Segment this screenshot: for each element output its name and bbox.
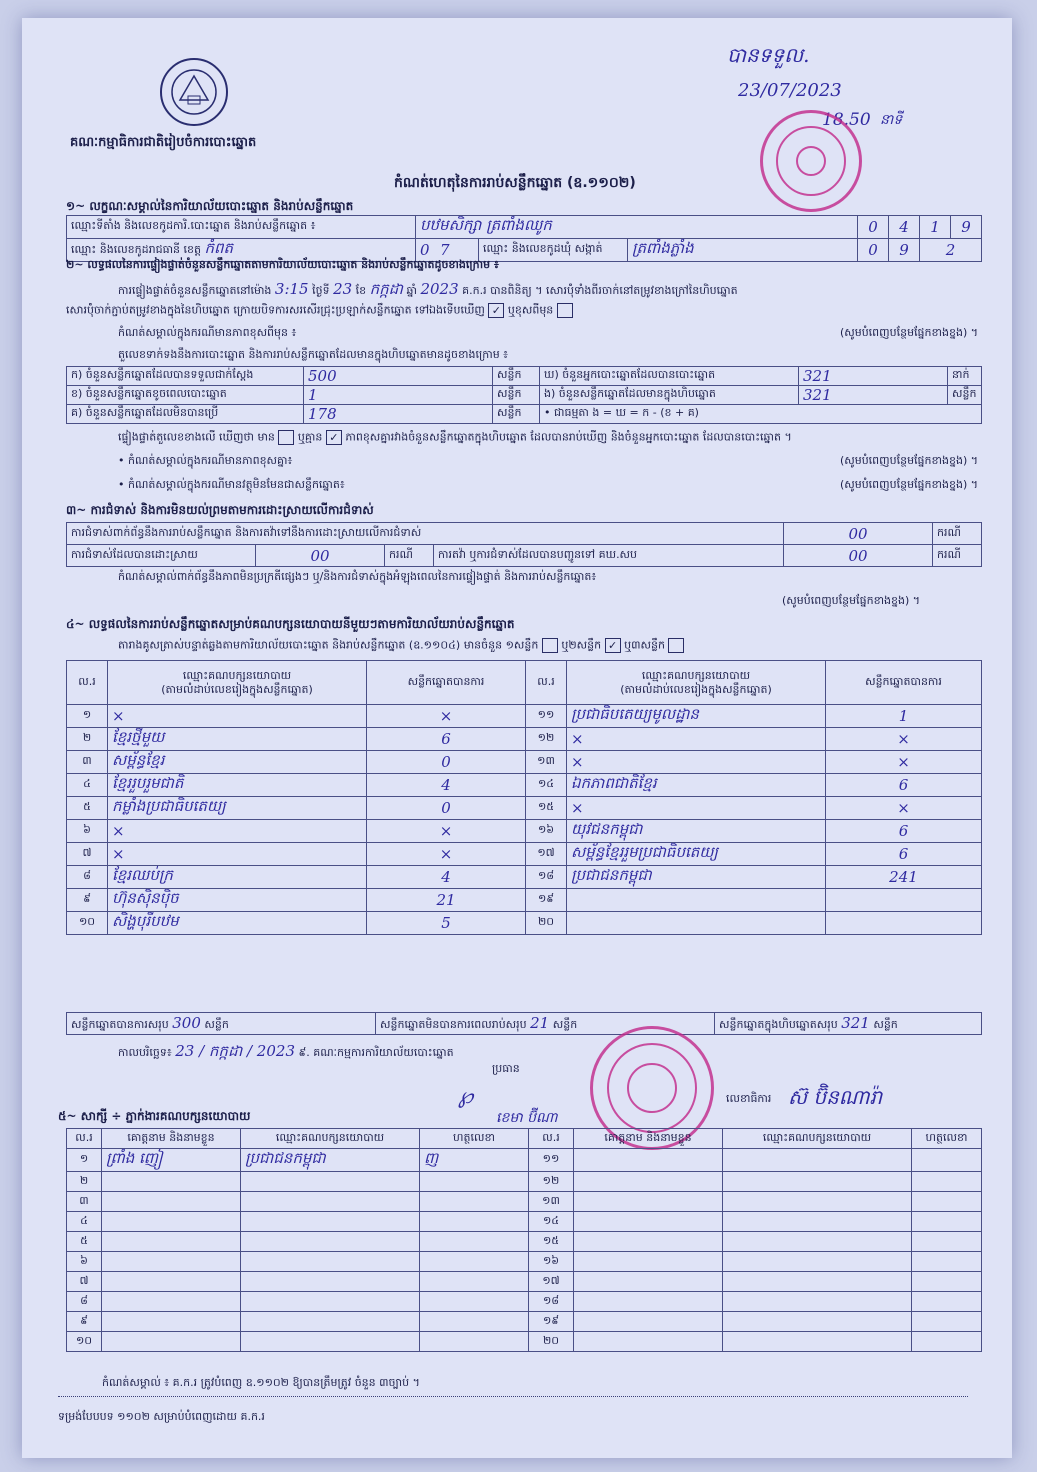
result-no: ២០ — [526, 912, 567, 935]
difference-note: កំណត់សម្គាល់ក្នុងករណីមានភាពខុសពីមុន ៖ (សូមបំពេញបន្ថែមផ្នែកខាងខ្នង) ។ — [118, 326, 978, 339]
result-votes: × — [367, 843, 526, 866]
received-time: 18.50 — [822, 110, 871, 130]
location-label: ឈ្មោះទីតាំង និងលេខកូដការិ.បោះឆ្នោត និងរាប់សន្លឹកឆ្នោត ៖ — [67, 216, 416, 239]
total-valid: 300 — [172, 1013, 201, 1032]
table-row — [67, 889, 982, 912]
witness-party — [723, 1332, 912, 1352]
result-party: សម្ព័ន្ធខ្មែរ — [108, 751, 367, 774]
result-no: ១០ — [67, 912, 108, 935]
witness-party — [241, 1292, 420, 1312]
difference-check-line: ផ្ទៀងផ្ទាត់តួលេខខាងលើ ឃើញថា មាន ឬគ្មាន ✓ ភាពខុសគ្នារវាងចំនួនសន្លឹកឆ្នោតក្នុងហិបឆ្នោត ដែលបានរាប់ឃើញ និងចំនួនអ្នកបោះឆ្នោត ដែលបានបោះឆ្នោត ។ — [118, 430, 792, 444]
verification-line1: ការផ្ទៀងផ្ទាត់ចំនួនសន្លឹកឆ្នោតនៅម៉ោង 3:15 ថ្ងៃទី 23 ខែ កក្កដា ឆ្នាំ 2023 គ.ក.រ បានពិនិត្យ ។ សោរប៉ុំទាំងពីរចាក់នៅតម្រូវខាងក្រៅនៃហិបឆ្នោត — [118, 280, 738, 298]
result-no: ៧ — [67, 843, 108, 866]
result-party: ហ៊ុនស៊ិនប៉ិច — [108, 889, 367, 912]
non-ballot-note-line: • កំណត់សម្គាល់ក្នុងករណីមានវត្ថុមិនមែនជាសន្លឹកឆ្នោត៖ (សូមបំពេញបន្ថែមផ្នែកខាងខ្នង) ។ — [118, 478, 978, 491]
form-title: កំណត់ហេតុនៃការរាប់សន្លឹកឆ្នោត (ឧ.១១០២) — [394, 175, 636, 191]
witness-no: ១៤ — [529, 1212, 574, 1232]
nec-emblem-icon — [158, 56, 230, 128]
witness-party — [723, 1272, 912, 1292]
footer-form-id: ទម្រង់បែបបទ ១១០២ សម្រាប់បំពេញដោយ គ.ក.រ — [58, 1410, 265, 1423]
commune-code-2: 9 — [889, 239, 920, 262]
total-in-box: 321 — [841, 1013, 870, 1032]
result-party: ខ្មែរឈប់ក្រ — [108, 866, 367, 889]
witness-sign — [420, 1212, 529, 1232]
witness-name — [574, 1312, 723, 1332]
witness-sign — [912, 1332, 982, 1352]
voters-count: 321 — [799, 367, 948, 386]
section1-table — [66, 215, 982, 262]
footer-divider — [58, 1396, 968, 1397]
result-votes: 6 — [826, 820, 982, 843]
witness-name — [102, 1232, 241, 1252]
received-time-suffix: នាទី — [880, 112, 903, 128]
irregularities-note: កំណត់សម្គាល់ពាក់ព័ន្ធនឹងភាពមិនប្រក្រតីផ្សេងៗ ឬ/និងការជំទាស់ក្នុងអំឡុងពេលនៃការផ្ទៀងផ្ទាត់ និងការរាប់សន្លឹកឆ្នោត៖ — [118, 570, 597, 583]
section4-title: ៤~ លទ្ធផលនៃការរាប់សន្លឹកឆ្នោតសម្រាប់គណបក្សនយោបាយនីមួយៗតាមការិយាល័យរាប់សន្លឹកឆ្នោត — [66, 617, 515, 631]
commune-value: ត្រពាំងភ្លាំង — [628, 239, 858, 262]
location-code-4: 9 — [951, 216, 982, 239]
result-no: ១៩ — [526, 889, 567, 912]
witness-no: ២០ — [529, 1332, 574, 1352]
received-ballots: 500 — [304, 367, 493, 386]
witness-sign — [420, 1292, 529, 1312]
date-line: កាលបរិច្ឆេទ៖ 23 / កក្កដា / 2023 ៩. គណៈកម្មការការិយាល័យបោះឆ្នោត — [118, 1042, 454, 1060]
witness-name — [102, 1332, 241, 1352]
witness-sign — [420, 1232, 529, 1252]
witness-no: ៧ — [67, 1272, 102, 1292]
objections-count: 00 — [784, 523, 933, 545]
result-votes: 5 — [367, 912, 526, 935]
witness-no: ១២ — [529, 1172, 574, 1192]
figures-table: ក) ចំនួនសន្លឹកឆ្នោតដែលបានទទួលជាក់ស្តែង 500 សន្លឹក ឃ) ចំនួនអ្នកបោះឆ្នោតដែលបានបោះឆ្នោត 321 នាក់ ខ) ចំនួនសន្លឹកឆ្នោតខូចពេលបោះឆ្នោត 1 សន្លឹក ង) ចំនួនសន្លឹកឆ្នោតដែលមានក្នុងហិបឆ្នោត 321 សន្លឹក គ) ចំនួនសន្លឹកឆ្នោតដែលមិនបានប្រើ 178 សន្លឹក • ជាធម្មតា ង = ឃ = ក - (ខ + គ) — [66, 366, 982, 424]
table-row — [67, 820, 982, 843]
unused-ballots: 178 — [304, 405, 493, 424]
verification-line2: សោរប៉ុំចាក់ភ្ជាប់តម្រូវខាងក្នុងនៃហិបឆ្នោត ក្រោយបិទការសរសើរជ្រុះប្រឡាក់សន្លឹកឆ្នោត ទៅឯងទើបឃើញ ✓ ឬខុសពីមុន — [66, 303, 573, 320]
location-code-1: 0 — [858, 216, 889, 239]
two-sheet-checkbox[interactable]: ✓ — [605, 638, 621, 653]
verification-time: 3:15 — [274, 280, 309, 298]
verification-month: កក្កដា — [369, 280, 403, 298]
total-invalid: 21 — [530, 1013, 550, 1032]
result-no: ១៤ — [526, 774, 567, 797]
witness-party — [723, 1192, 912, 1212]
table-row — [67, 1332, 982, 1352]
witness-name — [102, 1252, 241, 1272]
witness-sign — [420, 1172, 529, 1192]
witness-sign — [912, 1232, 982, 1252]
result-no: ៦ — [67, 820, 108, 843]
witness-sign — [912, 1212, 982, 1232]
result-no: ៩ — [67, 889, 108, 912]
witness-sign — [912, 1252, 982, 1272]
witness-name — [574, 1232, 723, 1252]
result-party: ឯកភាពជាតិខ្មែរ — [567, 774, 826, 797]
witness-party — [241, 1332, 420, 1352]
witness-sign: ញ — [420, 1149, 529, 1172]
witness-sign — [420, 1252, 529, 1272]
result-party: × — [108, 705, 367, 728]
result-no: ៣ — [67, 751, 108, 774]
section3-title: ៣~ ការជំទាស់ និងការមិនយល់ព្រមតាមការដោះស្រាយលើការជំទាស់ — [66, 503, 374, 517]
received-note: បានទទួល. — [727, 43, 810, 67]
result-party: × — [567, 728, 826, 751]
table-row — [67, 1172, 982, 1192]
section5-title: ៥~ សាក្សី ÷ ភ្នាក់ងារគណបក្សនយោបាយ — [58, 1109, 251, 1123]
witness-party — [241, 1212, 420, 1232]
result-votes: 4 — [367, 866, 526, 889]
result-party: សិង្ហបុរីបឋម — [108, 912, 367, 935]
witness-no: ២ — [67, 1172, 102, 1192]
table-row — [67, 797, 982, 820]
resolved-count: 00 — [256, 545, 385, 567]
witness-party — [723, 1292, 912, 1312]
witness-party — [241, 1312, 420, 1332]
result-votes: 4 — [367, 774, 526, 797]
result-votes: 0 — [367, 751, 526, 774]
witness-no: ៥ — [67, 1232, 102, 1252]
result-votes: 6 — [826, 843, 982, 866]
result-votes: 1 — [826, 705, 982, 728]
irregularities-fill-hint: (សូមបំពេញបន្ថែមផ្នែកខាងខ្នង) ។ — [782, 594, 921, 607]
province-label: ឈ្មោះ និងលេខកូដរាជធានី ខេត្ត កំពត — [67, 239, 416, 262]
secretary-label: លេខាធិការ — [726, 1092, 772, 1105]
result-no: ១ — [67, 705, 108, 728]
section1-title: ១~ លក្ខណៈសម្គាល់នៃការិយាល័យបោះឆ្នោត និងរាប់សន្លឹកឆ្នោត — [66, 199, 354, 213]
result-votes: 21 — [367, 889, 526, 912]
witness-no: ៤ — [67, 1212, 102, 1232]
result-party: ប្រជាជនកម្ពុជា — [567, 866, 826, 889]
chair-label: ប្រធាន — [492, 1062, 520, 1075]
date-value: 23 / កក្កដា / 2023 — [175, 1042, 295, 1060]
witness-party — [723, 1232, 912, 1252]
result-party — [567, 889, 826, 912]
commune-label: ឈ្មោះ និងលេខកូដឃុំ សង្កាត់ — [479, 239, 628, 262]
witness-name — [102, 1292, 241, 1312]
forwarded-count: 00 — [784, 545, 933, 567]
witness-name — [574, 1332, 723, 1352]
witness-no: ១៦ — [529, 1252, 574, 1272]
witness-no: ៦ — [67, 1252, 102, 1272]
witness-sign — [420, 1272, 529, 1292]
witness-table: ល.រ គោត្តនាម និងនាមខ្លួន ឈ្មោះគណបក្សនយោបាយ ហត្ថលេខា ល.រ គោត្តនាម និងនាមខ្លួន ឈ្មោះគណបក្សនយោបាយ ហត្ថលេខា ១ ព្រាំង ញៀ ប្រជាជនកម្ពុជា ញ ១១ ២ ១២ ៣ ១៣ ៤ ១៤ ៥ ១៥ ៦ ១៦ ៧ ១៧ ៨ ១៨ ៩ ១៩ ១០ ២០ — [66, 1128, 982, 1352]
table-row — [67, 728, 982, 751]
table-row — [67, 751, 982, 774]
objections-table: ការជំទាស់ពាក់ព័ន្ធនឹងការរាប់សន្លឹកឆ្នោត និងការតវ៉ាទៅនឹងការដោះស្រាយលើការជំទាស់ 00 ករណី ការជំទាស់ដែលបានដោះស្រាយ 00 ករណី ការតវ៉ា ឬការជំទាស់ដែលបានបញ្ជូនទៅ គឃ.សប 00 ករណី — [66, 522, 982, 567]
result-party: ខ្មែររួបរួមជាតិ — [108, 774, 367, 797]
result-votes: 241 — [826, 866, 982, 889]
verification-year: 2023 — [420, 280, 459, 298]
witness-sign — [420, 1332, 529, 1352]
witness-party — [723, 1172, 912, 1192]
table-row — [67, 1149, 982, 1172]
result-party: យុវជនកម្ពុជា — [567, 820, 826, 843]
witness-party — [241, 1232, 420, 1252]
result-votes: 6 — [367, 728, 526, 751]
table-row — [67, 1272, 982, 1292]
witness-name — [574, 1252, 723, 1272]
witness-no: ៩ — [67, 1312, 102, 1332]
witness-sign — [912, 1292, 982, 1312]
location-code-3: 1 — [920, 216, 951, 239]
witness-no: ១០ — [67, 1332, 102, 1352]
formula: • ជាធម្មតា ង = ឃ = ក - (ខ + គ) — [540, 405, 982, 424]
result-no: ១៣ — [526, 751, 567, 774]
witness-party — [241, 1172, 420, 1192]
province-code: 0 7 — [416, 239, 479, 262]
no-difference-checkbox[interactable]: ✓ — [326, 430, 342, 445]
witness-name — [102, 1312, 241, 1332]
received-stamp — [760, 110, 862, 212]
table-row — [67, 774, 982, 797]
commune-code-1: 0 — [858, 239, 889, 262]
witness-no: ១១ — [529, 1149, 574, 1172]
result-party: កម្លាំងប្រជាធិបតេយ្យ — [108, 797, 367, 820]
result-no: ៨ — [67, 866, 108, 889]
result-votes: × — [826, 797, 982, 820]
result-votes: 0 — [367, 797, 526, 820]
secretary-name: ស៊ ប៊ិនណារ៉ា — [788, 1085, 883, 1109]
result-votes: × — [367, 820, 526, 843]
result-no: ១៧ — [526, 843, 567, 866]
witness-name — [574, 1149, 723, 1172]
witness-sign — [912, 1272, 982, 1292]
table-row — [67, 866, 982, 889]
witness-body — [67, 1149, 982, 1352]
section2-title: ២~ លទ្ធផលនៃការផ្ទៀងផ្ទាត់ចំនួនសន្លឹកឆ្នោតតាមការិយាល័យបោះឆ្នោត និងរាប់សន្លឹកឆ្នោតដូចខាងក្រោម ៖ — [66, 258, 499, 271]
result-party: ខ្មែរថ្មីមួយ — [108, 728, 367, 751]
location-value: បឋមសិក្សា ត្រពាំងឈូក — [416, 216, 858, 239]
witness-party — [723, 1212, 912, 1232]
three-sheet-checkbox[interactable] — [668, 638, 684, 653]
difference-note-line: • កំណត់សម្គាល់ក្នុងករណីមានភាពខុសគ្នា៖ (សូមបំពេញបន្ថែមផ្នែកខាងខ្នង) ។ — [118, 454, 978, 467]
table-row — [67, 843, 982, 866]
form-sheet — [22, 18, 1012, 1458]
witness-name — [574, 1272, 723, 1292]
result-party: សម្ព័ន្ធខ្មែររួមប្រជាធិបតេយ្យ — [567, 843, 826, 866]
table-row — [67, 1212, 982, 1232]
witness-name — [102, 1172, 241, 1192]
footer-note: កំណត់សម្គាល់ ៖ គ.ក.រ ត្រូវបំពេញ ឧ.១១០២ ឱ្យបានត្រឹមត្រូវ ចំនួន ៣ច្បាប់ ។ — [102, 1376, 420, 1389]
witness-sign — [912, 1192, 982, 1212]
table-row — [67, 705, 982, 728]
figures-intro: តួលេខទាក់ទងនឹងការបោះឆ្នោត និងការរាប់សន្លឹកឆ្នោតដែលមានក្នុងហិបឆ្នោតមានដូចខាងក្រោម ៖ — [118, 348, 509, 361]
witness-party — [723, 1252, 912, 1272]
table-row — [67, 1192, 982, 1212]
witness-no: ១៧ — [529, 1272, 574, 1292]
witness-name — [102, 1192, 241, 1212]
witness-party — [241, 1192, 420, 1212]
witness-name — [102, 1212, 241, 1232]
result-party: × — [567, 751, 826, 774]
result-no: ១៨ — [526, 866, 567, 889]
province-value: កំពត — [204, 239, 234, 257]
witness-party: ប្រជាជនកម្ពុជា — [241, 1149, 420, 1172]
result-no: ១១ — [526, 705, 567, 728]
result-votes: × — [367, 705, 526, 728]
result-votes: 6 — [826, 774, 982, 797]
same-checkbox[interactable]: ✓ — [488, 303, 504, 318]
results-table: ល.រ ឈ្មោះគណបក្សនយោបាយ (តាមលំដាប់លេខរៀងក្នុងសន្លឹកឆ្នោត) សន្លឹកឆ្នោតបានការ ល.រ ឈ្មោះគណបក្សនយោបាយ (តាមលំដាប់លេខរៀងក្នុងសន្លឹកឆ្នោត) សន្លឹកឆ្នោតបានការ ១ × × ១១ ប្រជាធិបតេយ្យមូលដ្ឋាន 1 ២ ខ្មែរថ្មីមួយ 6 ១២ × × ៣ សម្ព័ន្ធខ្មែរ 0 ១៣ × × ៤ ខ្មែររួបរួមជាតិ 4 ១៤ ឯកភាពជាតិខ្មែរ 6 ៥ កម្លាំងប្រជាធិបតេយ្យ 0 ១៥ × × ៦ × × ១៦ យុវជនកម្ពុជា 6 ៧ × × ១៧ សម្ព័ន្ធខ្មែររួមប្រជាធិបតេយ្យ 6 ៨ ខ្មែរឈប់ក្រ 4 ១៨ ប្រជាជនកម្ពុជា 241 ៩ ហ៊ុនស៊ិនប៉ិច 21 ១៩ ១០ សិង្ហបុរីបឋម 5 ២០ — [66, 660, 982, 935]
table-row — [67, 912, 982, 935]
witness-name — [574, 1172, 723, 1192]
tally-sheets-line: តារាងគូសត្រាស់បន្ទាត់ឆ្លងតាមការិយាល័យបោះឆ្នោត និងរាប់សន្លឹកឆ្នោត (ឧ.១១០៤) មានចំនួន ១សន្លឹក ឬ២សន្លឹក ✓ ឬ៣សន្លឹក — [118, 638, 684, 655]
witness-name — [574, 1192, 723, 1212]
commune-code-3: 2 — [920, 239, 982, 262]
witness-sign — [912, 1172, 982, 1192]
table-row — [67, 1292, 982, 1312]
chair-name: ខេមា ប៊ីណា — [496, 1110, 558, 1126]
witness-name — [574, 1292, 723, 1312]
totals-table: សន្លឹកឆ្នោតបានការសរុប 300 សន្លឹក សន្លឹកឆ្នោតមិនបានការពេលរាប់សរុប 21 សន្លឹក សន្លឹកឆ្នោតក្នុងហិបឆ្នោតសរុប 321 សន្លឹក — [66, 1012, 982, 1035]
has-difference-checkbox[interactable] — [278, 430, 294, 445]
table-row — [67, 1312, 982, 1332]
result-party: × — [108, 843, 367, 866]
result-party — [567, 912, 826, 935]
location-code-2: 4 — [889, 216, 920, 239]
result-no: ៥ — [67, 797, 108, 820]
result-no: ៤ — [67, 774, 108, 797]
witness-no: ១៥ — [529, 1232, 574, 1252]
witness-party — [241, 1272, 420, 1292]
table-row — [67, 1232, 982, 1252]
result-party: ប្រជាធិបតេយ្យមូលដ្ឋាន — [567, 705, 826, 728]
witness-no: ៨ — [67, 1292, 102, 1312]
result-votes — [826, 912, 982, 935]
different-checkbox[interactable] — [557, 303, 573, 318]
result-no: ២ — [67, 728, 108, 751]
witness-sign — [912, 1312, 982, 1332]
result-votes: × — [826, 728, 982, 751]
result-votes — [826, 889, 982, 912]
witness-name: ព្រាំង ញៀ — [102, 1149, 241, 1172]
spoiled-ballots: 1 — [304, 386, 493, 405]
witness-party — [241, 1252, 420, 1272]
witness-no: ១៨ — [529, 1292, 574, 1312]
result-votes: × — [826, 751, 982, 774]
witness-sign — [420, 1192, 529, 1212]
witness-sign — [420, 1312, 529, 1332]
org-name: គណៈកម្មាធិការជាតិរៀបចំការបោះឆ្នោត — [70, 135, 257, 150]
verification-day: 23 — [333, 280, 353, 298]
witness-party — [723, 1312, 912, 1332]
witness-party — [723, 1149, 912, 1172]
result-no: ១៦ — [526, 820, 567, 843]
witness-no: ១ — [67, 1149, 102, 1172]
ballots-in-box: 321 — [799, 386, 948, 405]
received-date: 23/07/2023 — [738, 80, 842, 101]
witness-no: ១៣ — [529, 1192, 574, 1212]
result-party: × — [108, 820, 367, 843]
witness-sign — [912, 1149, 982, 1172]
results-body — [67, 705, 982, 935]
one-sheet-checkbox[interactable] — [542, 638, 558, 653]
witness-name — [574, 1212, 723, 1232]
witness-no: ១៩ — [529, 1312, 574, 1332]
result-no: ១២ — [526, 728, 567, 751]
result-no: ១៥ — [526, 797, 567, 820]
table-row — [67, 1252, 982, 1272]
chair-signature: ℘ — [458, 1084, 474, 1109]
witness-no: ៣ — [67, 1192, 102, 1212]
witness-name — [102, 1272, 241, 1292]
result-party: × — [567, 797, 826, 820]
